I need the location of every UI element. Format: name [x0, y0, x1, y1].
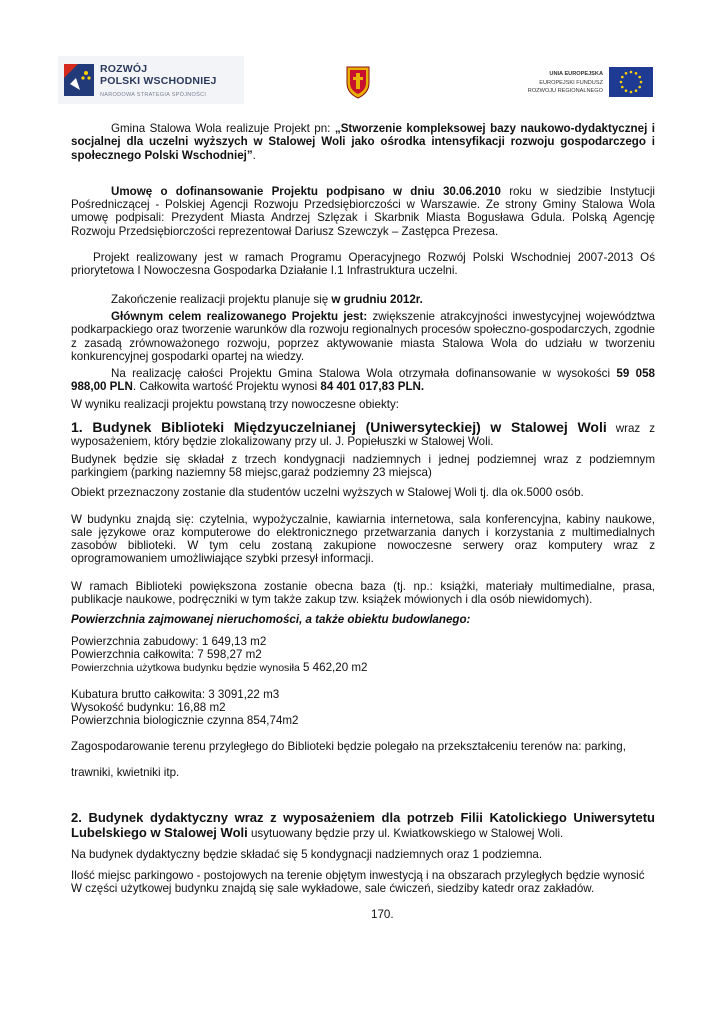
stalowa-wola-crest-icon — [345, 65, 371, 99]
eu-logo — [527, 67, 653, 101]
area-built: Powierzchnia zabudowy: 1 649,13 m2 — [71, 634, 267, 648]
building1-floors: Budynek będzie się składał z trzech kondygnacji nadziemnych i jednej podziemnej wraz z podziemnym parkingiem (parking naziemny 58 miejsc,garaż podziemny 23 miejsca) — [71, 452, 655, 479]
eu-union-label: UNIA EUROPEJSKA — [549, 71, 603, 77]
project-total-value: 84 401 017,83 PLN. — [320, 380, 425, 394]
building2-floors: Na budynek dydaktyczny będzie składać się 5 kondygnacji nadziemnych oraz 1 podziemna. — [71, 847, 543, 861]
building1-heading: 1. Budynek Biblioteki Międzyuczelnianej (Uniwersyteckiej) w Stalowej Woli — [71, 419, 607, 436]
page-header — [0, 52, 724, 114]
bio-area: Powierzchnia biologicznie czynna 854,74m2 — [71, 714, 299, 728]
logo-title-line1: ROZWÓJ — [100, 63, 148, 75]
cubature: Kubatura brutto całkowita: 3 3091,22 m3 — [71, 687, 280, 701]
completion-paragraph — [71, 293, 655, 306]
completion-date: w grudniu 2012r. — [331, 292, 423, 306]
result-paragraph: W wyniku realizacji projektu powstaną trzy nowoczesne obiekty: — [71, 397, 399, 411]
building1-collection: W ramach Biblioteki powiększona zostanie obecna baza (tj. np.: książki, materiały multimedialne, prasa, publikacje naukowe, podręczniki w tym także zakup tzw. książek mówionych i dla osób niewidomych). — [71, 579, 655, 607]
funding-amount: 59 058 988,00 PLN — [71, 367, 655, 394]
area-usable-value: 5 462,20 m2 — [299, 661, 368, 675]
page-number: 170. — [371, 908, 394, 921]
eu-regional-label: ROZWOJU REGIONALNEGO — [527, 88, 603, 94]
rozwoj-polski-wschodniej-logo — [58, 56, 244, 104]
document-body — [71, 122, 655, 895]
area-usable-label: Powierzchnia użytkowa budynku będzie wynosiła — [71, 662, 300, 675]
goal-paragraph — [71, 310, 655, 363]
building2-parking: Ilość miejsc parkingowo - postojowych na terenie objętym inwestycją i na obszarach przyległych będzie wynosić — [71, 868, 645, 882]
development-paragraph: Zagospodarowanie terenu przyległego do Biblioteki będzie polegało na przekształceniu terenów na: parking, — [71, 740, 626, 754]
programme-flag-icon — [64, 64, 94, 96]
building2-heading-paragraph — [71, 810, 655, 841]
building1-location: wraz z wyposażeniem, który będzie zlokalizowany przy ul. J. Popiełuszki w Stalowej Woli. — [71, 422, 656, 449]
agreement-text: roku w siedzibie Instytucji Pośredniczącej - Polskiej Agencji Rozwoju Przedsiębiorczości w Warszawie. Ze strony Gminy Stalowa Wola umowę podpisali: Prezydent Miasta Andrzej Szlęzak i Skarbnik Miasta Bogusława Gdula. Polską Agencję Rozwoju Przedsiębiorczości reprezentował Dariusz Szewczyk – Zastępca Prezesa. — [71, 184, 655, 238]
funding-text-2: . Całkowita wartość Projektu wynosi — [132, 380, 321, 394]
completion-text: Zakończenie realizacji projektu planuje się — [111, 292, 332, 306]
area-usable — [71, 661, 655, 675]
project-title: „Stworzenie kompleksowej bazy naukowo-dydaktycznej i socjalnej dla uczelni wyższych w Stalowej Woli jako ośrodka intensyfikacji rozwoju gospodarczego i społecznego Polski Wschodniej” — [71, 122, 655, 162]
building1-purpose: Obiekt przeznaczony zostanie dla studentów uczelni wyższych w Stalowej Woli tj. dla ok.5000 osób. — [71, 486, 584, 500]
building1-rooms: W budynku znajdą się: czytelnia, wypożyczalnie, kawiarnia internetowa, sala konferencyjna, kabiny naukowe, sale językowe oraz komputerowe do elektronicznego przetwarzania danych i korzystania z multimedialnych zasobów biblioteki. W tym celu zostaną zakupione nowoczesne serwery oraz komputery wraz z oprogramowaniem umożliwiające szybki przesył informacji. — [71, 512, 655, 566]
agreement-paragraph — [71, 185, 655, 238]
logo-title-line2: POLSKI WSCHODNIEJ — [100, 75, 217, 87]
area-heading — [71, 613, 655, 626]
building2-location: usytuowany będzie przy ul. Kwiatkowskiego w Stalowej Woli. — [247, 827, 564, 841]
eu-flag-icon — [609, 67, 653, 97]
funding-text-1: Na realizację całości Projektu Gmina Stalowa Wola otrzymała dofinansowanie w wysokości — [111, 367, 617, 381]
intro-paragraph — [71, 122, 655, 162]
program-paragraph: Projekt realizowany jest w ramach Programu Operacyjnego Rozwój Polski Wschodniej 2007-2013 Oś priorytetowa I Nowoczesna Gospodarka Działanie I.1 Infrastruktura uczelni. — [71, 251, 655, 278]
area-total: Powierzchnia całkowita: 7 598,27 m2 — [71, 647, 262, 661]
building2-rooms: W części użytkowej budynku znajdą się sale wykładowe, sale ćwiczeń, siedziby katedr oraz zakładów. — [71, 882, 595, 896]
development-paragraph-2: trawniki, kwietniki itp. — [71, 765, 180, 779]
funding-paragraph — [71, 367, 655, 394]
agreement-date: Umowę o dofinansowanie Projektu podpisano w dniu 30.06.2010 — [111, 184, 501, 198]
goal-text: zwiększenie atrakcyjności inwestycyjnej województwa podkarpackiego oraz tworzenie warunków dla rozwoju regionalnych procesów społeczno-gospodarczych, zgodnie z zasadą zrównoważonego rozwoju, poprzez aktywowanie miasta Stalowa Wola do udziału w tworzeniu konkurencyjnej gospodarki opartej na wiedzy. — [71, 309, 655, 363]
building2-heading: 2. Budynek dydaktyczny wraz z wyposażeniem dla potrzeb Filii Katolickiego Uniwersytetu Lubelskiego w Stalowej Woli — [71, 809, 655, 841]
intro-lead: Gmina Stalowa Wola realizuje Projekt pn: — [111, 122, 335, 135]
area-heading-text: Powierzchnia zajmowanej nieruchomości, a także obiektu budowlanego: — [71, 613, 471, 627]
eu-fund-label: EUROPEJSKI FUNDUSZ — [539, 79, 603, 86]
logo-subtitle: NARODOWA STRATEGIA SPÓJNOŚCI — [100, 92, 207, 98]
goal-label: Głównym celem realizowanego Projektu jest: — [111, 309, 368, 323]
intro-end: . — [252, 148, 256, 162]
building-height: Wysokość budynku: 16,88 m2 — [71, 700, 226, 714]
building1-heading-paragraph — [71, 419, 655, 449]
